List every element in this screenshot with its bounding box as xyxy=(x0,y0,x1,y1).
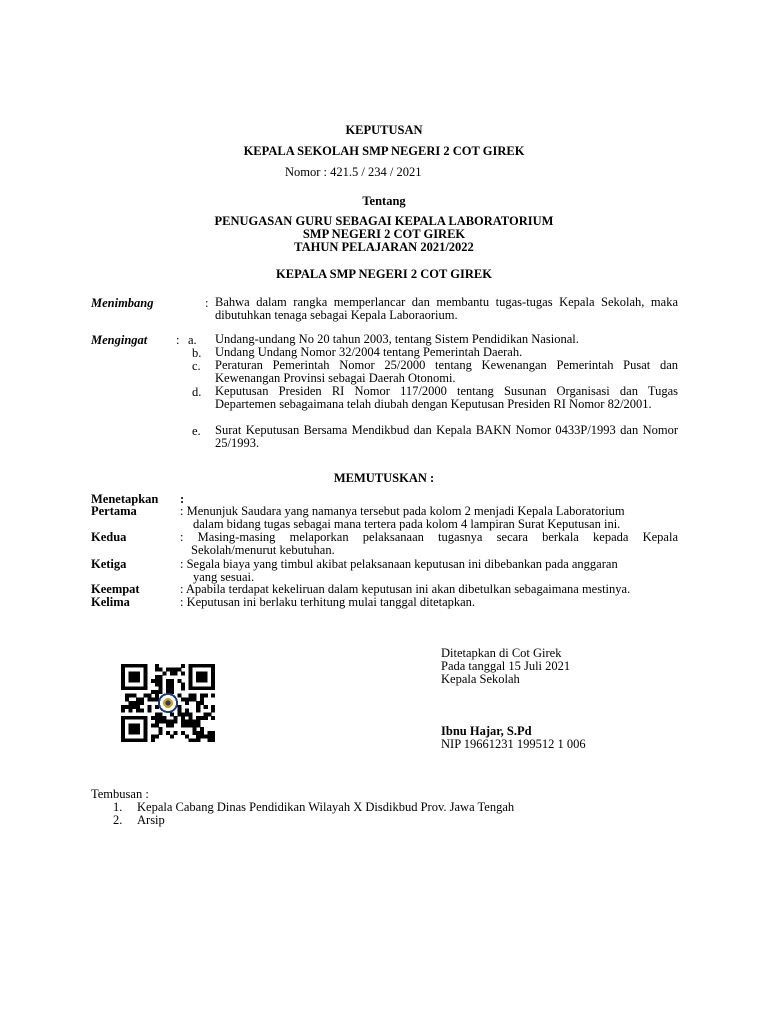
mengingat-text-b: Undang Undang Nomor 32/2004 tentang Pemerintah Daerah. xyxy=(215,345,523,359)
menimbang-text: Bahwa dalam rangka memperlancar dan membantu tugas-tugas Kepala Sekolah, maka dibutuhkan tenaga sebagai Kepala Laboraorium. xyxy=(215,295,678,322)
subject-line-3: TAHUN PELAJARAN 2021/2022 xyxy=(294,240,474,254)
menetapkan-label: Menetapkan xyxy=(91,492,159,506)
menetapkan-colon: : xyxy=(180,492,185,506)
mengingat-letter-a: a. xyxy=(188,333,197,347)
tembusan-num-2: 2. xyxy=(113,813,123,827)
mengingat-letter-d: d. xyxy=(192,385,202,399)
signature-name: Ibnu Hajar, S.Pd xyxy=(441,724,532,738)
mengingat-label: Mengingat xyxy=(91,333,148,347)
mengingat-text-a: Undang-undang No 20 tahun 2003, tentang Sistem Pendidikan Nasional. xyxy=(215,332,579,346)
signature-position: Kepala Sekolah xyxy=(441,672,520,686)
decision-text-keempat-1: : Apabila terdapat kekeliruan dalam keputusan ini akan dibetulkan sebagaimana mestinya. xyxy=(180,582,631,596)
doc-issuer: KEPALA SEKOLAH SMP NEGERI 2 COT GIREK xyxy=(243,144,525,158)
subject-line-2: SMP NEGERI 2 COT GIREK xyxy=(302,227,466,241)
decision-text-ketiga-2: yang sesuai. xyxy=(193,570,255,584)
qr-code-icon xyxy=(121,664,215,742)
mengingat-colon: : xyxy=(176,333,180,347)
mengingat-text-e: Surat Keputusan Bersama Mendikbud dan Kepala BAKN Nomor 0433P/1993 dan Nomor 25/1993. xyxy=(215,423,678,450)
signature-place: Ditetapkan di Cot Girek xyxy=(441,646,562,660)
tembusan-label: Tembusan : xyxy=(91,787,149,801)
doc-title: KEPUTUSAN xyxy=(345,123,423,137)
decision-text-kedua-1: : Masing-masing melaporkan pelaksanaan tugasnya secara berkala kepada Kepala xyxy=(180,530,678,544)
signature-date: Pada tanggal 15 Juli 2021 xyxy=(441,659,571,673)
tembusan-item-2: Arsip xyxy=(137,813,165,827)
decision-label-pertama: Pertama xyxy=(91,504,137,518)
signature-nip: NIP 19661231 199512 1 006 xyxy=(441,737,586,751)
doc-authority: KEPALA SMP NEGERI 2 COT GIREK xyxy=(276,267,492,281)
decision-text-ketiga-1: : Segala biaya yang timbul akibat pelaksanaan keputusan ini dibebankan pada anggaran xyxy=(180,557,618,571)
mengingat-text-d: Keputusan Presiden RI Nomor 117/2000 tentang Susunan Organisasi dan Tugas Departemen sebagaimana telah diubah dengan Keputusan Presiden RI Nomor 82/2001. xyxy=(215,384,678,411)
mengingat-text-c: Peraturan Pemerintah Nomor 25/2000 tentang Kewenangan Pemerintah Pusat dan Kewenangan Provinsi sebagai Daerah Otonomi. xyxy=(215,358,678,385)
decision-label-kelima: Kelima xyxy=(91,595,130,609)
decision-text-kedua-2: Sekolah/menurut kebutuhan. xyxy=(191,543,335,557)
decision-text-pertama-2: dalam bidang tugas sebagai mana tertera pada kolom 4 lampiran Surat Keputusan ini. xyxy=(193,517,621,531)
tembusan-item-1: Kepala Cabang Dinas Pendidikan Wilayah X Disdikbud Prov. Jawa Tengah xyxy=(137,800,515,814)
doc-number: Nomor : 421.5 / 234 / 2021 xyxy=(285,165,422,179)
tembusan-num-1: 1. xyxy=(113,800,123,814)
decision-label-keempat: Keempat xyxy=(91,582,140,596)
menimbang-label: Menimbang xyxy=(91,296,154,310)
mengingat-letter-b: b. xyxy=(192,346,202,360)
menimbang-colon: : xyxy=(205,296,209,310)
decision-text-pertama-1: : Menunjuk Saudara yang namanya tersebut pada kolom 2 menjadi Kepala Laboratorium xyxy=(180,504,625,518)
memutuskan-heading: MEMUTUSKAN : xyxy=(333,471,435,485)
doc-tentang: Tentang xyxy=(362,194,406,208)
decision-label-kedua: Kedua xyxy=(91,530,127,544)
mengingat-letter-c: c. xyxy=(192,359,201,373)
decision-text-kelima-1: : Keputusan ini berlaku terhitung mulai tanggal ditetapkan. xyxy=(180,595,476,609)
decision-label-ketiga: Ketiga xyxy=(91,557,127,571)
mengingat-letter-e: e. xyxy=(192,424,201,438)
subject-line-1: PENUGASAN GURU SEBAGAI KEPALA LABORATORIUM xyxy=(214,214,554,228)
